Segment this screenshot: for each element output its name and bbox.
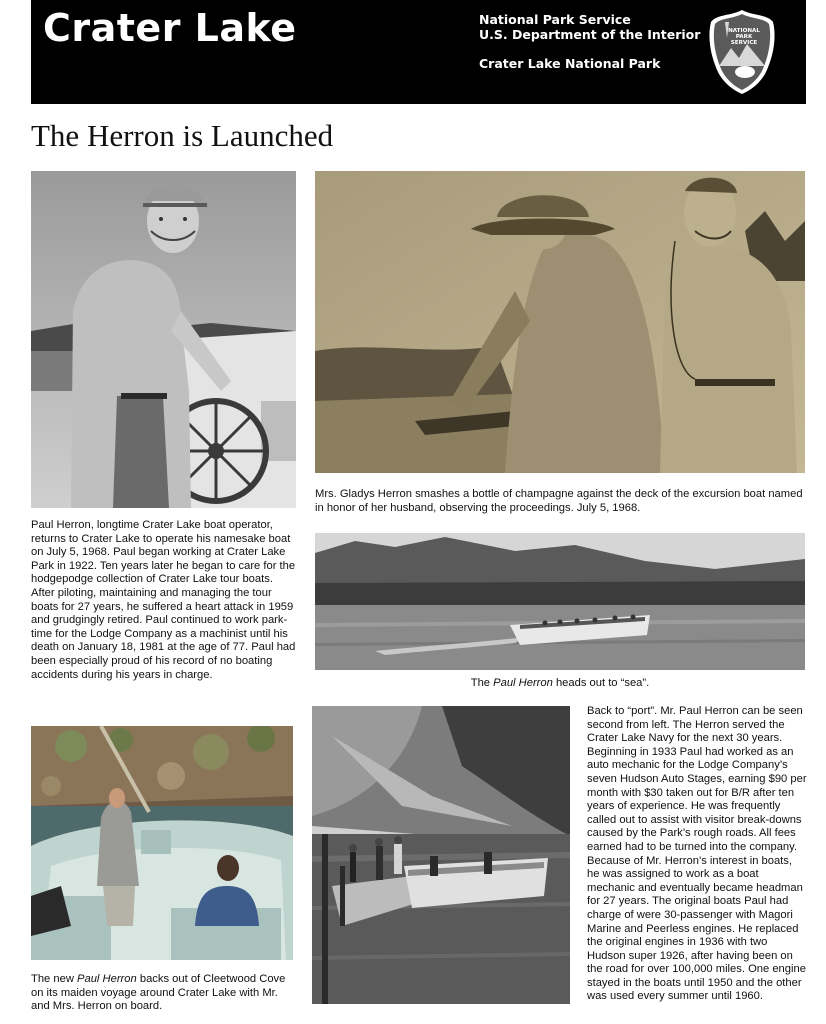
caption-sea-tail: heads out to “sea”. [552,677,650,689]
caption-back-to-port: Back to “port”. Mr. Paul Herron can be seen second from left. The Herron served the Crater Lake Navy for the next 30 years. Beginning in 1933 Paul had worked as an auto mechanic for the Lodge Company’s seven Hudson Auto Stages, earning $90 per month with $30 taken out for B/R after ten years of experience. He was frequently called out to assist with visitor break-downs caused by the Park’s rough roads. All fees earned had to be turned into the company. Because of Mr. Herron’s interest in boats, he was assigned to work as a boat mechanic and eventually became headman for 27 years. The original boats Paul had charge of were 30-passenger with Magori Marine and Peerless engines. He replaced the original engines in 1936 with two Hudson super 1926, after having been on the road for over 100,000 miles. One engine stayed in the boats until 1950 and the other was used every summer until 1960. [587,705,807,1003]
photo-champagne-christening [315,171,805,473]
department-name: U.S. Department of the Interior [479,27,701,42]
caption-paul-herron-bio: Paul Herron, longtime Crater Lake boat operator, returns to Crater Lake to operate his namesake boat on July 5, 1968. Paul began working at Crater Lake Park in 1922. Ten years later he began to care for the hodgepodge collection of Crater Lake tour boats. After piloting, maintaining and managing the tour boats for 27 years, he suffered a heart attack in 1959 and grudgingly retired. Paul continued to work park-time for the Lodge Company as a machinist until his death on January 18, 1981 at the age of 77. Paul had been especially proud of his record of no boating accidents during his years in charge. [31,519,296,681]
caption-cleetwood-tail: backs out of Cleetwood Cove on its maiden voyage around Crater Lake with Mr. and Mrs. Herron on board. [31,973,286,1013]
caption-sea-lead: The [470,677,494,689]
boat-name-italic: Paul Herron [77,973,137,985]
photo-back-to-port [312,706,570,1004]
park-unit-name: Crater Lake National Park [479,56,661,71]
badge-line-3: SERVICE [730,40,758,46]
photo-paul-herron-at-wheel [31,171,296,508]
boat-name-italic: Paul Herron [493,677,553,689]
caption-champagne: Mrs. Gladys Herron smashes a bottle of champagne against the deck of the excursion boat named in honor of her husband, observing the proceedings. July 5, 1968. [315,488,803,514]
nps-arrowhead-icon [707,8,777,96]
park-name: Crater Lake [43,6,297,50]
caption-heads-out-to-sea [315,677,805,691]
caption-cleetwood-lead: The new [31,973,78,985]
nps-header-band [31,0,806,104]
badge-line-1: NATIONAL [728,28,760,34]
photo-boat-backs-out-cleetwood [31,726,293,960]
page-title: The Herron is Launched [31,118,334,153]
photo-boat-heads-out [315,533,805,670]
agency-block [479,12,700,71]
badge-line-2: PARK [735,34,753,40]
caption-cleetwood-cove [31,973,293,1014]
agency-name: National Park Service [479,12,631,27]
